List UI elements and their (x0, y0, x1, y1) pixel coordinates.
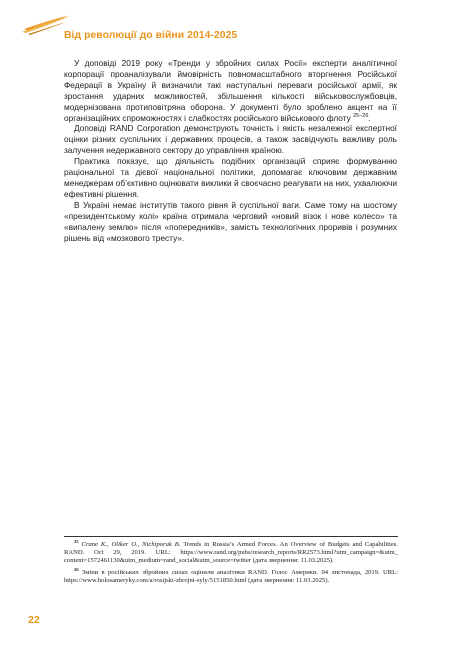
footnote-text: Trends in Russia’s Armed Forces. An Overview of Budgets and Capabilities. RAND. Oct 29, 2019. URL: https://www.rand.org/pubs/research_reports/RR2573.html?utm_campaign=&utm_ content=1572461130&utm_medium=rand_social&utm_source=twitter (дата звернення: 11.03.2025). (64, 541, 399, 564)
main-text (64, 58, 397, 243)
running-title: Від революції до війни 2014-2025 (64, 30, 238, 41)
footnote (64, 538, 399, 565)
footnote-reference[interactable]: 25–26 (353, 112, 369, 119)
footnote-text: Зміни в російських збройних силах оцінили аналітики RAND. Голос Америки. 04 листопада, 2019. URL: https://www.holosameryky.com/a/rosijski-zbrojni-syly/5151850.html (дата звернення: 11.03.2025). (64, 568, 398, 584)
paragraph: Практика показує, що діяльність подібних організацій сприяє формуванню раціональної та дієвої національної політики, допомагає ключовим державним менеджерам об’єктивно оцінювати виклики й своєчасно реагувати на них, ухвалюючи ефективні рішення. (64, 156, 397, 199)
paragraph-end: . (368, 112, 371, 123)
paragraph-text: У доповіді 2019 року «Тренди у збройних силах Росії» експерти аналітичної корпорації проаналізували ймовірність повномасштабного вторгнення Російської Федерації в Україну й визначили такі наступальні переваги російської армії, як зростання ударних можливостей, збільшення кількості військовослужбовців, модернізована протиповітряна оборона. У документі було зроблено акцент на її організаційних спроможностях і слабкостях російського військового флоту (64, 58, 397, 123)
paragraph: Доповіді RAND Corporation демонструють точність і якість незалежної експертної оцінки різних суспільних і державних процесів, а також засвідчують важливу роль залучення недержавного сектору до управління країною. (64, 123, 397, 156)
footnote (64, 566, 398, 585)
footnote-number: 25 (74, 538, 79, 544)
paragraph: В Україні немає інститутів такого рівня й суспільної ваги. Саме тому на шостому «президентському колі» країна отримала черговий «новий візок і нове колесо» та «випалену землю» після «попередників», замість технологічних проривів і розумних рішень від «мозкового тресту». (64, 199, 397, 243)
footnote-number: 26 (74, 566, 79, 572)
footnote-authors: Crane K., Oliker O., Nichiporuk B. (81, 541, 181, 548)
page-number: 22 (28, 614, 40, 626)
paragraph (64, 58, 397, 123)
footnote-divider (64, 536, 398, 537)
footnotes (64, 538, 399, 585)
